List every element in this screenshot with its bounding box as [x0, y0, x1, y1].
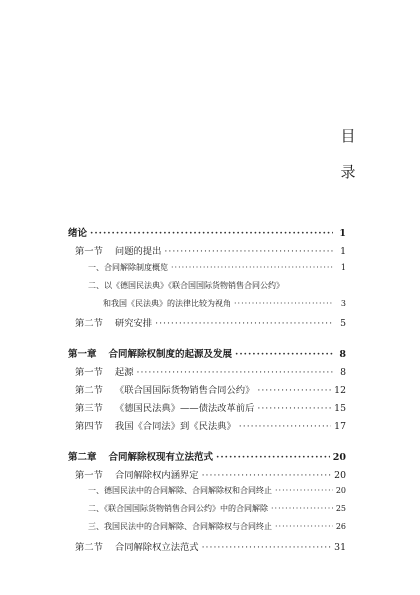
toc-entry-chapter-1: [68, 346, 346, 360]
chapter-label: 第二章: [68, 452, 97, 463]
page-number: 20: [335, 486, 346, 495]
chapter-title: 合同解除权现有立法范式: [108, 452, 214, 463]
dot-leader: [257, 403, 331, 414]
section-title: 合同解除权立法范式: [114, 542, 199, 553]
section-label: 第一节: [75, 246, 103, 257]
dot-leader: [171, 263, 333, 272]
entry-label: 绪论: [68, 228, 88, 239]
section-label: 第二节: [75, 385, 103, 396]
page-number: 15: [334, 403, 346, 414]
section-title: 问题的提出: [114, 246, 162, 257]
dot-leader: [216, 452, 330, 463]
chapter-label: 第一章: [68, 349, 97, 360]
page-number: 12: [334, 385, 346, 396]
entry-label: 二、以《德国民法典》《联合国国际货物销售合同公约》: [88, 281, 284, 290]
dot-leader: [257, 385, 331, 396]
dot-leader: [202, 542, 332, 553]
entry-label: 二、《联合国国际货物销售合同公约》中的合同解除: [88, 504, 268, 513]
toc-title: [338, 118, 358, 190]
page-number: 20: [334, 470, 346, 481]
page-number: 17: [334, 421, 346, 432]
toc-entry: [88, 521, 346, 532]
dot-leader: [164, 246, 333, 257]
section-title: 起源: [114, 367, 134, 378]
toc-entry: [75, 364, 346, 378]
section-label: 第二节: [75, 542, 103, 553]
page-number: 1: [339, 228, 346, 239]
toc-entry: [88, 503, 346, 514]
entry-label: 一、合同解除制度概览: [88, 263, 168, 272]
dot-leader: [202, 470, 332, 481]
dot-leader: [275, 522, 333, 531]
dot-leader: [137, 367, 333, 378]
toc-entry: [75, 467, 346, 481]
page-number: 1: [340, 246, 346, 257]
toc-title-char-1: 目: [340, 127, 356, 145]
dot-leader: [155, 318, 333, 329]
toc-entry: [75, 315, 346, 329]
section-title: 合同解除权内涵界定: [114, 470, 199, 481]
page-number: 8: [339, 349, 346, 360]
page-number: 1: [340, 263, 346, 272]
section-label: 第四节: [75, 421, 103, 432]
page-number: 8: [340, 367, 346, 378]
toc-entry-chapter-2: [68, 449, 346, 463]
section-label: 第二节: [75, 318, 103, 329]
toc-entry: [88, 262, 346, 273]
section-title: 《德国民法典》——债法改革前后: [114, 403, 255, 414]
entry-label: 一、德国民法中的合同解除、合同解除权和合同终止: [88, 486, 272, 495]
dot-leader: [90, 228, 333, 239]
toc-entry: [75, 400, 346, 414]
section-title: 《联合国国际货物销售合同公约》: [114, 385, 255, 396]
section-label: 第三节: [75, 403, 103, 414]
toc-entry: [88, 280, 346, 291]
toc-entry: [75, 539, 346, 553]
page-number: 25: [335, 504, 346, 513]
toc-entry-introduction: [68, 225, 346, 239]
toc-entry: [75, 243, 346, 257]
page-number: 26: [335, 522, 346, 531]
dot-leader: [239, 421, 331, 432]
section-title: 我国《合同法》到《民法典》: [114, 421, 236, 432]
dot-leader: [275, 486, 333, 495]
entry-label: 和我国《民法典》的法律比较为视角: [103, 299, 231, 308]
entry-label: 三、我国民法中的合同解除、合同解除权与合同终止: [88, 522, 272, 531]
chapter-title: 合同解除权制度的起源及发展: [108, 349, 233, 360]
page-number: 3: [340, 299, 346, 308]
page-number: 31: [334, 542, 346, 553]
toc-entry: [75, 418, 346, 432]
toc-entry: [103, 298, 346, 309]
dot-leader: [271, 504, 333, 513]
section-label: 第一节: [75, 470, 103, 481]
dot-leader: [234, 299, 333, 308]
toc-title-char-2: 录: [340, 163, 356, 181]
section-title: 研究安排: [114, 318, 153, 329]
toc-entry: [88, 485, 346, 496]
page-number: 5: [340, 318, 346, 329]
section-label: 第一节: [75, 367, 103, 378]
dot-leader: [235, 349, 333, 360]
page-number: 20: [332, 452, 346, 463]
toc-entry: [75, 382, 346, 396]
